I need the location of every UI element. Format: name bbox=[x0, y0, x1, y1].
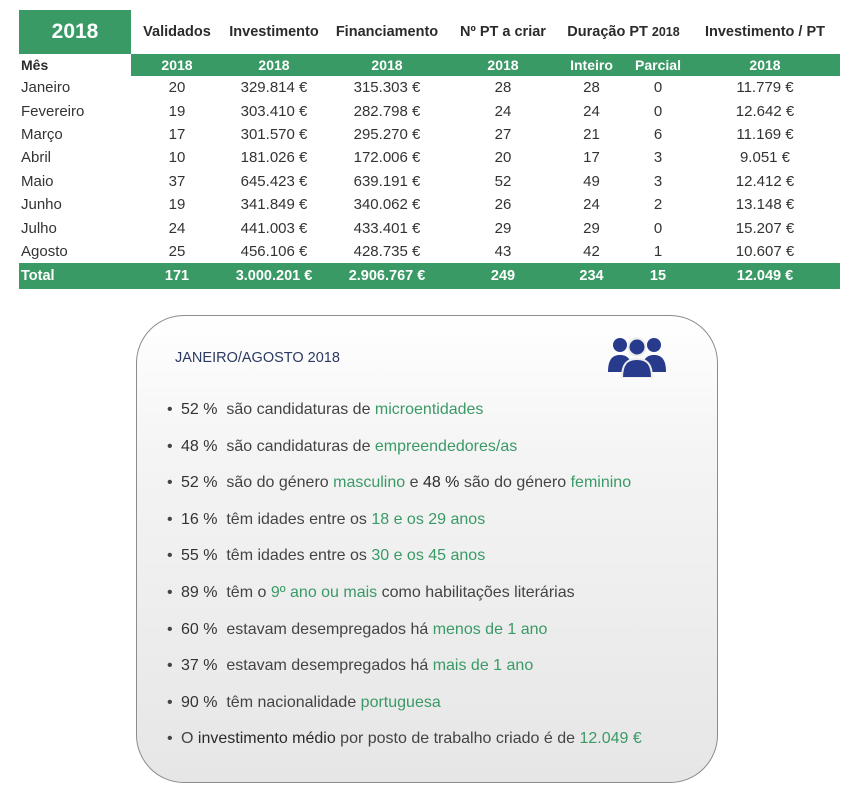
bullet-text: 52 % bbox=[181, 401, 218, 418]
bullet-text: portuguesa bbox=[360, 693, 441, 711]
bullet-text: são candidaturas de bbox=[217, 401, 375, 418]
bullet-text: estavam desempregados há bbox=[217, 657, 433, 675]
cell-mes: Janeiro bbox=[21, 79, 71, 97]
bullet-text: 48 % bbox=[181, 437, 218, 455]
cell-inteiro: 24 bbox=[583, 102, 600, 120]
cell-pt: 43 bbox=[494, 242, 512, 260]
bullet-text: 90 % bbox=[181, 693, 218, 711]
table-row bbox=[19, 240, 840, 263]
bullet-text: por posto de trabalho criado é de bbox=[335, 730, 580, 748]
bullet-dot: • bbox=[167, 437, 173, 455]
bullet-text: têm idades entre os bbox=[217, 547, 372, 565]
cell-parcial: 3 bbox=[653, 149, 663, 167]
subheader-inteiro: Inteiro bbox=[557, 54, 626, 76]
cell-validados: 19 bbox=[168, 196, 186, 214]
bullet-dot: • bbox=[167, 547, 173, 565]
subheader-parcial: Parcial bbox=[626, 54, 690, 76]
bullet-text: como habilitações literárias bbox=[377, 583, 575, 601]
summary-bullet bbox=[167, 396, 642, 433]
cell-financiamento: 639.191 € bbox=[353, 172, 421, 190]
bullet-text: 60 % bbox=[181, 620, 218, 638]
table-row bbox=[19, 146, 840, 169]
bullet-text: 37 % bbox=[181, 657, 218, 675]
bullet-text: 89 % bbox=[181, 583, 218, 601]
cell-mes: Junho bbox=[21, 196, 62, 214]
summary-bullet bbox=[167, 689, 642, 726]
cell-validados: 20 bbox=[168, 79, 186, 97]
cell-mes: Março bbox=[21, 125, 63, 143]
cell-validados: 19 bbox=[168, 102, 186, 120]
cell-validados: 25 bbox=[168, 242, 186, 260]
cell-investimento: 181.026 € bbox=[240, 149, 308, 167]
bullet-text: O bbox=[181, 730, 198, 748]
bullet-dot: • bbox=[167, 620, 173, 638]
bullet-dot: • bbox=[167, 657, 173, 675]
cell-pt: 28 bbox=[494, 79, 512, 97]
total-parcial: 15 bbox=[626, 263, 690, 289]
cell-parcial: 2 bbox=[653, 196, 663, 214]
total-financiamento: 2.906.767 € bbox=[325, 263, 449, 289]
cell-mes: Fevereiro bbox=[21, 102, 85, 120]
total-validados: 171 bbox=[131, 263, 223, 289]
table-row bbox=[19, 123, 840, 146]
bullet-dot: • bbox=[167, 474, 173, 492]
bullet-text: têm o bbox=[217, 583, 271, 601]
header-duracao-pt bbox=[557, 10, 690, 54]
bullet-text: têm idades entre os bbox=[217, 510, 372, 528]
cell-financiamento: 428.735 € bbox=[353, 242, 421, 260]
cell-inteiro: 29 bbox=[583, 219, 600, 237]
bullet-text: mais de 1 ano bbox=[432, 657, 534, 675]
cell-financiamento: 340.062 € bbox=[353, 196, 421, 214]
bullet-text: investimento médio bbox=[197, 730, 336, 748]
year-header: 2018 bbox=[19, 10, 131, 54]
cell-mes: Julho bbox=[21, 219, 57, 237]
cell-investimento: 441.003 € bbox=[240, 219, 308, 237]
cell-investimento: 301.570 € bbox=[240, 125, 308, 143]
monthly-summary-table bbox=[19, 10, 840, 289]
cell-pt: 26 bbox=[494, 196, 512, 214]
cell-inteiro: 21 bbox=[583, 125, 600, 143]
cell-parcial: 0 bbox=[653, 219, 663, 237]
cell-inv_pt: 11.169 € bbox=[736, 125, 794, 143]
bullet-text: 12.049 € bbox=[579, 730, 642, 748]
subheader-mes: Mês bbox=[19, 54, 131, 76]
summary-bullet bbox=[167, 542, 642, 579]
cell-pt: 27 bbox=[494, 125, 512, 143]
summary-bullet bbox=[167, 652, 642, 689]
header-investimento: Investimento bbox=[229, 24, 319, 40]
cell-mes: Abril bbox=[21, 149, 52, 167]
cell-inv_pt: 9.051 € bbox=[739, 149, 791, 167]
cell-inv_pt: 13.148 € bbox=[735, 196, 795, 214]
total-pt: 249 bbox=[449, 263, 557, 289]
cell-financiamento: 433.401 € bbox=[353, 219, 421, 237]
bullet-text: estavam desempregados há bbox=[217, 620, 433, 638]
bullet-dot: • bbox=[167, 583, 173, 601]
bullet-text: 18 e os 29 anos bbox=[371, 510, 486, 528]
bullet-text: são do género bbox=[459, 474, 571, 492]
bullet-text: 30 e os 45 anos bbox=[371, 547, 486, 565]
bullet-text: 16 % bbox=[181, 510, 218, 528]
cell-inteiro: 42 bbox=[583, 242, 600, 260]
cell-pt: 20 bbox=[494, 149, 512, 167]
bullet-dot: • bbox=[167, 730, 173, 748]
cell-parcial: 1 bbox=[653, 242, 663, 260]
summary-bullet bbox=[167, 469, 642, 506]
cell-investimento: 645.423 € bbox=[240, 172, 308, 190]
cell-inteiro: 28 bbox=[583, 79, 600, 97]
header-duracao-label: Duração PT bbox=[567, 24, 648, 40]
table-row bbox=[19, 99, 840, 122]
header-validados: Validados bbox=[143, 24, 211, 40]
bullet-text: são do género bbox=[217, 474, 334, 492]
cell-inv_pt: 11.779 € bbox=[736, 79, 794, 97]
subheader-cell: 2018 bbox=[131, 54, 223, 76]
bullet-text: e bbox=[405, 474, 423, 492]
table-row bbox=[19, 170, 840, 193]
cell-validados: 24 bbox=[168, 219, 186, 237]
cell-financiamento: 172.006 € bbox=[353, 149, 421, 167]
cell-inv_pt: 12.412 € bbox=[735, 172, 795, 190]
total-inteiro: 234 bbox=[557, 263, 626, 289]
cell-financiamento: 315.303 € bbox=[353, 79, 421, 97]
subheader-cell: 2018 bbox=[449, 54, 557, 76]
bullet-text: masculino bbox=[333, 474, 406, 492]
summary-bullet bbox=[167, 579, 642, 616]
cell-investimento: 341.849 € bbox=[240, 196, 308, 214]
total-investimento: 3.000.201 € bbox=[223, 263, 325, 289]
cell-parcial: 0 bbox=[653, 102, 663, 120]
table-row bbox=[19, 193, 840, 216]
table-row bbox=[19, 216, 840, 239]
total-inv-pt: 12.049 € bbox=[690, 263, 840, 289]
header-pt-a-criar: Nº PT a criar bbox=[460, 24, 546, 40]
bullet-text: microentidades bbox=[374, 401, 484, 418]
bullet-text: menos de 1 ano bbox=[432, 620, 548, 638]
subheader-cell: 2018 bbox=[325, 54, 449, 76]
cell-inteiro: 17 bbox=[583, 149, 600, 167]
cell-investimento: 303.410 € bbox=[240, 102, 308, 120]
cell-financiamento: 282.798 € bbox=[353, 102, 421, 120]
summary-title: JANEIRO/AGOSTO 2018 bbox=[175, 350, 340, 366]
bullet-dot: • bbox=[167, 510, 173, 528]
bullet-text: feminino bbox=[570, 474, 632, 492]
summary-card bbox=[136, 315, 718, 783]
summary-bullet bbox=[167, 616, 642, 653]
header-duracao-year: 2018 bbox=[651, 25, 680, 39]
cell-inteiro: 24 bbox=[583, 196, 600, 214]
cell-inv_pt: 12.642 € bbox=[735, 102, 795, 120]
cell-validados: 37 bbox=[168, 172, 186, 190]
cell-inv_pt: 15.207 € bbox=[735, 219, 795, 237]
header-investimento-pt: Investimento / PT bbox=[704, 24, 826, 40]
cell-investimento: 329.814 € bbox=[240, 79, 308, 97]
bullet-dot: • bbox=[167, 401, 173, 418]
summary-bullet bbox=[167, 725, 642, 762]
bullet-dot: • bbox=[167, 693, 173, 711]
cell-inteiro: 49 bbox=[583, 172, 600, 190]
cell-parcial: 6 bbox=[653, 125, 663, 143]
table-header-row bbox=[19, 10, 840, 54]
subheader-cell: 2018 bbox=[690, 54, 840, 76]
summary-bullet-list bbox=[167, 396, 642, 762]
summary-bullet bbox=[167, 506, 642, 543]
total-label: Total bbox=[19, 263, 131, 289]
cell-pt: 29 bbox=[494, 219, 512, 237]
cell-financiamento: 295.270 € bbox=[353, 125, 421, 143]
cell-parcial: 3 bbox=[653, 172, 663, 190]
cell-mes: Agosto bbox=[21, 242, 68, 260]
bullet-text: 55 % bbox=[181, 547, 218, 565]
table-subheader-row bbox=[19, 54, 840, 76]
summary-bullet bbox=[167, 433, 642, 470]
cell-inv_pt: 10.607 € bbox=[735, 242, 795, 260]
cell-validados: 10 bbox=[168, 149, 186, 167]
table-row bbox=[19, 76, 840, 99]
bullet-text: 48 % bbox=[422, 474, 460, 492]
people-group-icon bbox=[606, 334, 668, 378]
bullet-text: têm nacionalidade bbox=[217, 693, 361, 711]
cell-parcial: 0 bbox=[653, 79, 663, 97]
cell-mes: Maio bbox=[21, 172, 54, 190]
table-total-row bbox=[19, 263, 840, 289]
bullet-text: empreendedores/as bbox=[374, 437, 518, 455]
cell-validados: 17 bbox=[168, 125, 186, 143]
bullet-text: 52 % bbox=[181, 474, 218, 492]
bullet-text: 9º ano ou mais bbox=[270, 583, 378, 601]
subheader-cell: 2018 bbox=[223, 54, 325, 76]
cell-pt: 52 bbox=[494, 172, 512, 190]
bullet-text: são candidaturas de bbox=[217, 437, 375, 455]
cell-pt: 24 bbox=[494, 102, 512, 120]
cell-investimento: 456.106 € bbox=[240, 242, 308, 260]
header-financiamento: Financiamento bbox=[335, 24, 439, 40]
